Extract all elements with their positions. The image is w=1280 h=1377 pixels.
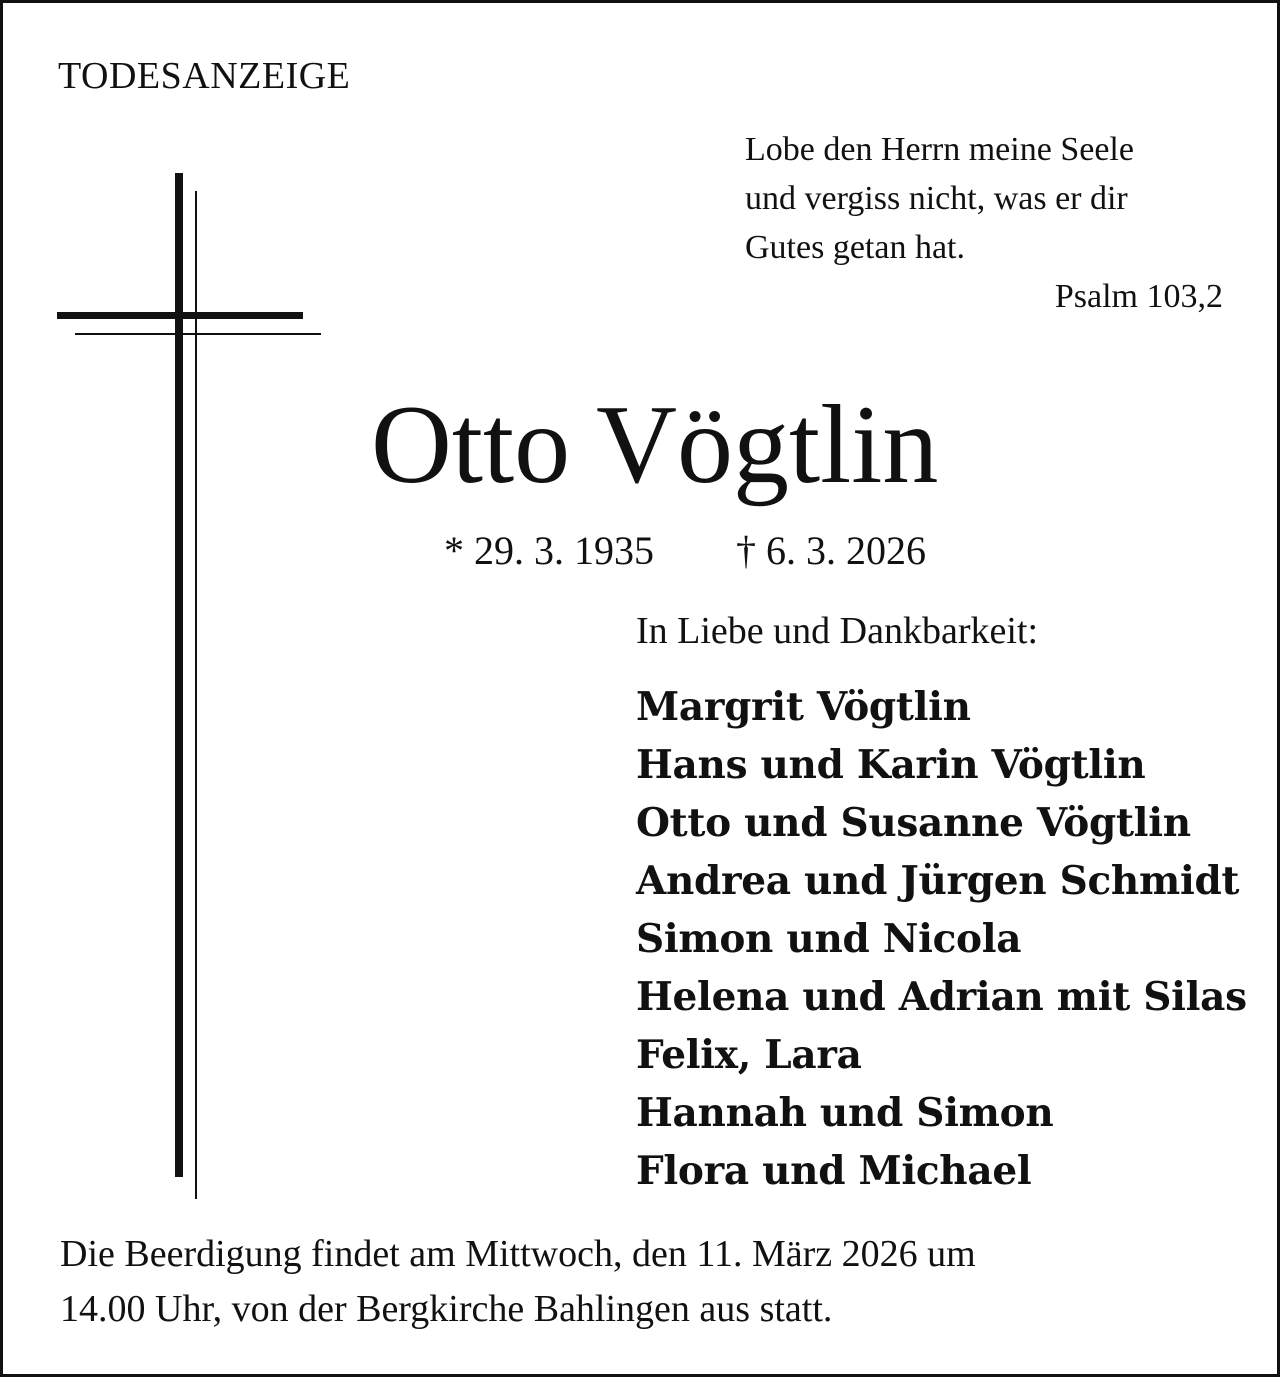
birth-date: * 29. 3. 1935 (444, 528, 654, 573)
mourner-name: Andrea und Jürgen Schmidt (636, 858, 1240, 904)
cross-icon (3, 3, 343, 1213)
quote-line: Gutes getan hat. (745, 229, 965, 266)
deceased-name: Otto Vögtlin (371, 383, 939, 507)
mourner-name: Simon und Nicola (636, 916, 1022, 962)
quote-line: Lobe den Herrn meine Seele (745, 131, 1134, 168)
funeral-line: Die Beerdigung findet am Mittwoch, den 11. März 2026 um (60, 1233, 976, 1275)
mourners-list (636, 678, 1247, 1200)
mourner-name: Felix, Lara (636, 1032, 862, 1078)
mourner-name: Flora und Michael (636, 1148, 1032, 1194)
funeral-line: 14.00 Uhr, von der Bergkirche Bahlingen aus statt. (60, 1288, 833, 1330)
gratitude-line: In Liebe und Dankbarkeit: (636, 610, 1039, 652)
quote-source: Psalm 103,2 (1054, 278, 1223, 315)
funeral-info (60, 1227, 1240, 1337)
quote-line: und vergiss nicht, was er dir (745, 180, 1128, 217)
mourner-name: Margrit Vögtlin (636, 684, 971, 730)
bible-quote (745, 125, 1245, 272)
mourner-name: Hans und Karin Vögtlin (636, 742, 1146, 788)
notice-heading: TODESANZEIGE (58, 55, 351, 97)
death-date: † 6. 3. 2026 (736, 528, 926, 573)
mourner-name: Otto und Susanne Vögtlin (636, 800, 1191, 846)
mourner-name: Hannah und Simon (636, 1090, 1054, 1136)
mourner-name: Helena und Adrian mit Silas (636, 974, 1247, 1020)
